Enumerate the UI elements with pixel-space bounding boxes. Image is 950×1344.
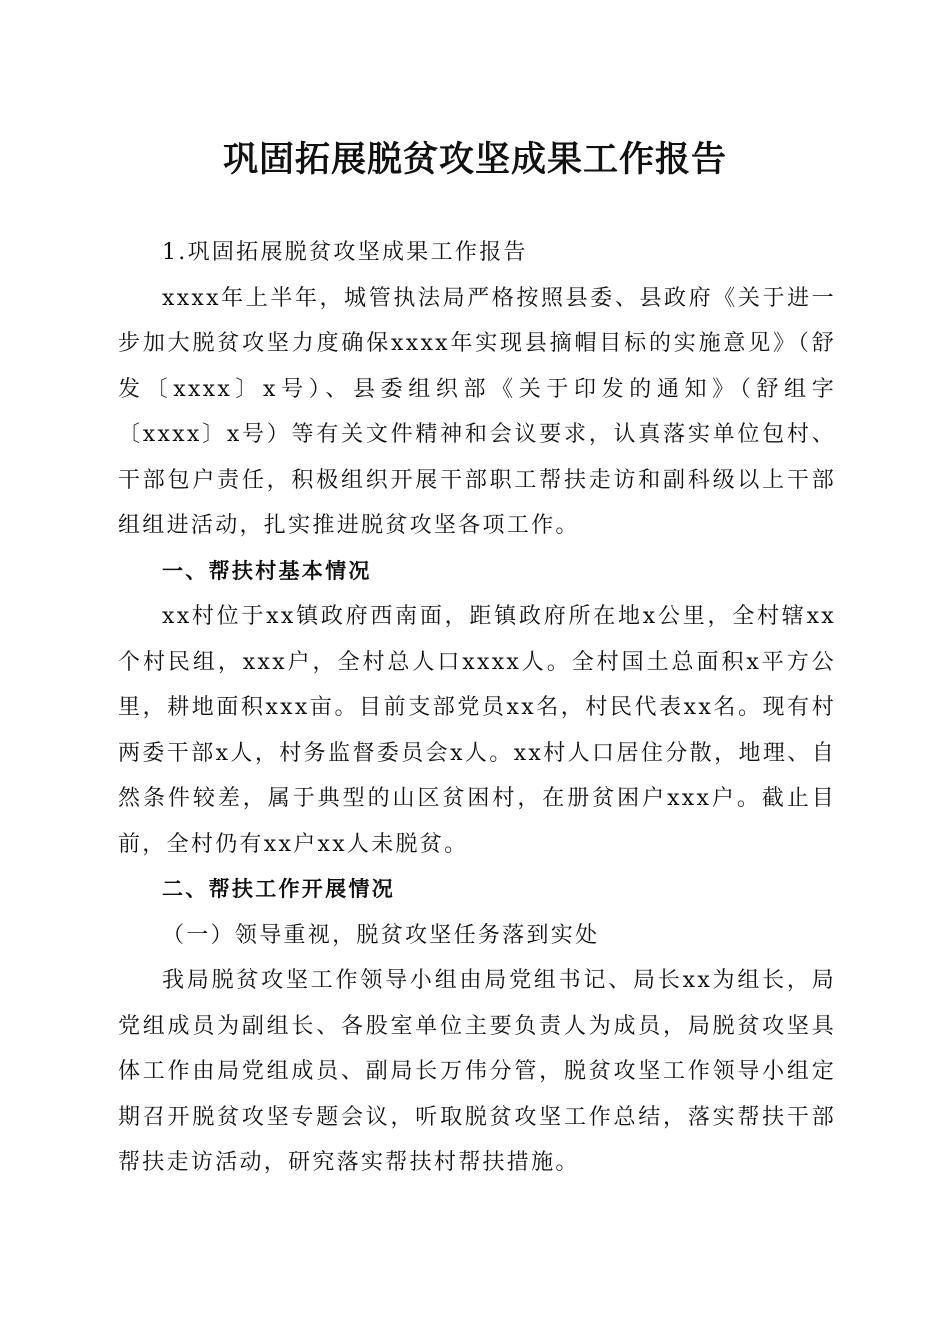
document-title: 巩固拓展脱贫攻坚成果工作报告 bbox=[222, 139, 727, 180]
section-heading-1: 一、帮扶村基本情况 bbox=[162, 558, 372, 583]
document-body bbox=[118, 230, 836, 1186]
subsection-heading-1: （一）领导重视，脱贫攻坚任务落到实处 bbox=[162, 922, 600, 948]
paragraph-subtitle: 1.巩固拓展脱贫攻坚成果工作报告 bbox=[162, 240, 528, 265]
paragraph-leadership: 我局脱贫攻坚工作领导小组由局党组书记、局长xx为组长，局党组成员为副组长、各股室单位主要负责人为成员，局脱贫攻坚具体工作由局党组成员、副局长万伟分管，脱贫攻坚工作领导小组定期召开脱贫攻坚专题会议，听取脱贫攻坚工作总结，落实帮扶干部帮扶走访活动，研究落实帮扶村帮扶措施。 bbox=[118, 968, 836, 1175]
paragraph-village-info: xx村位于xx镇政府西南面，距镇政府所在地x公里，全村辖xx个村民组，xxx户，全村总人口xxxx人。全村国土总面积x平方公里，耕地面积xxx亩。目前支部党员xx名，村民代表xx名。现有村两委干部x人，村务监督委员会x人。xx村人口居住分散，地理、自然条件较差，属于典型的山区贫困村，在册贫困户xxx户。截止目前，全村仍有xx户xx人未脱贫。 bbox=[118, 604, 836, 857]
paragraph-intro: xxxx年上半年，城管执法局严格按照县委、县政府《关于进一步加大脱贫攻坚力度确保xxxx年实现县摘帽目标的实施意见》（舒发〔xxxx〕x号）、县委组织部《关于印发的通知》（舒组字〔xxxx〕x号）等有关文件精神和会议要求，认真落实单位包村、干部包户责任，积极组织开展干部职工帮扶走访和副科级以上干部组组进活动，扎实推进脱贫攻坚各项工作。 bbox=[118, 285, 836, 538]
section-heading-2: 二、帮扶工作开展情况 bbox=[162, 877, 395, 901]
